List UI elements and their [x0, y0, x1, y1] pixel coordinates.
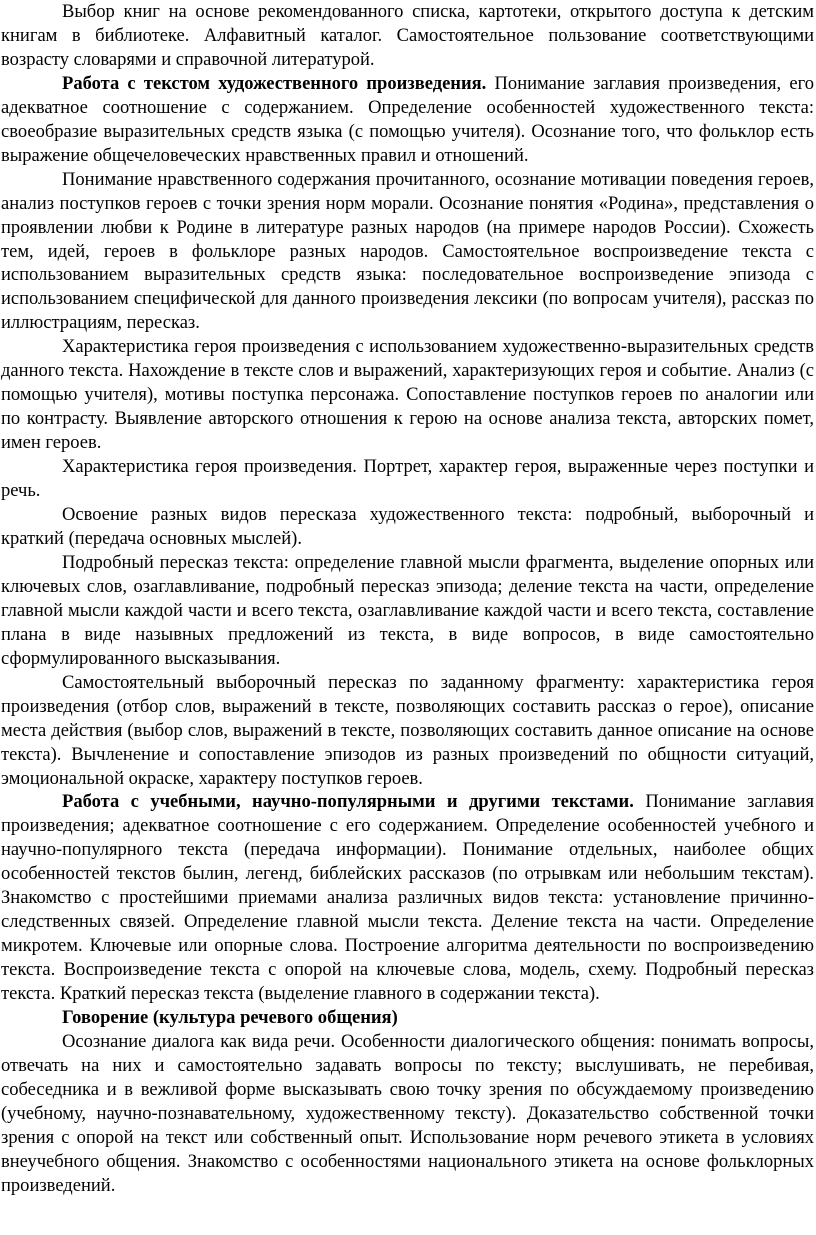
- paragraph-text: Понимание нравственного содержания прочитанного, осознание мотивации поведения героев, анализ поступков героев с точки зрения норм морали. Осознание понятия «Родина», представления о проявлении любви к Родине в литературе разных народов (на примере народов России). Схожесть тем, идей, героев в фольклоре разных народов. Самостоятельное воспроизведение текста с использованием выразительных средств языка: последовательное воспроизведение эпизода с использованием специфической для данного произведения лексики (по вопросам учителя), рассказ по иллюстрациям, пересказ.: [1, 168, 814, 334]
- paragraph-library-catalog: [1, 0, 814, 72]
- paragraph-selective-retelling: [1, 671, 814, 791]
- paragraph-dialogue: [1, 1030, 814, 1198]
- paragraph-text: Понимание заглавия произведения, его адекватное соотношение с содержанием. Определение особенностей художественного текста: своеобразие выразительных средств языка (с помощью учителя). Осознание того, что фольклор есть выражение общечеловеческих нравственных правил и отношений.: [1, 72, 814, 166]
- section-title-artistic-text: Работа с текстом художественного произведения.: [62, 72, 487, 94]
- paragraph-hero-characteristics: [1, 335, 814, 455]
- paragraph-text: Освоение разных видов пересказа художественного текста: подробный, выборочный и краткий (передача основных мыслей).: [1, 504, 814, 549]
- paragraph-detailed-retelling: [1, 551, 814, 671]
- paragraph-retelling-types: [1, 503, 814, 551]
- section-heading-speaking: [1, 1006, 814, 1030]
- paragraph-text: Характеристика героя произведения с использованием художественно-выразительных средств данного текста. Нахождение в тексте слов и выражений, характеризующих героя и событие. Анализ (с помощью учителя), мотивы поступка персонажа. Сопоставление поступков героев по аналогии или по контрасту. Выявление авторского отношения к герою на основе анализа текста, авторских помет, имен героев.: [1, 336, 814, 454]
- paragraph-artistic-text-work: [1, 72, 814, 168]
- paragraph-text: Понимание заглавия произведения; адекватное соотношение с его содержанием. Определение особенностей учебного и научно-популярного текста (передача информации). Понимание отдельных, наиболее общих особенностей текстов былин, легенд, библейских рассказов (по отрывкам или небольшим текстам). Знакомство с простейшими приемами анализа различных видов текста: установление причинно-следственных связей. Определение главной мысли текста. Деление текста на части. Определение микротем. Ключевые или опорные слова. Построение алгоритма деятельности по воспроизведению текста. Воспроизведение текста с опорой на ключевые слова, модель, схему. Подробный пересказ текста. Краткий пересказ текста (выделение главного в содержании текста).: [1, 791, 814, 1005]
- section-title-educational-texts: Работа с учебными, научно-популярными и другими текстами.: [62, 791, 634, 813]
- paragraph-text: Характеристика героя произведения. Портрет, характер героя, выраженные через поступки и речь.: [1, 456, 814, 502]
- section-title-speaking: Говорение (культура речевого общения): [62, 1007, 398, 1029]
- paragraph-hero-portrait: [1, 455, 814, 503]
- paragraph-text: Выбор книг на основе рекомендованного списка, картотеки, открытого доступа к детским книгам в библиотеке. Алфавитный каталог. Самостоятельное пользование соответствующими возрасту словарями и справочной литературой.: [1, 1, 814, 70]
- paragraph-moral-content: [1, 168, 814, 336]
- paragraph-educational-texts: [1, 790, 814, 1006]
- paragraph-text: Подробный пересказ текста: определение главной мысли фрагмента, выделение опорных или ключевых слов, озаглавливание, подробный пересказ эпизода; деление текста на части, определение главной мысли каждой части и всего текста, озаглавливание каждой части и всего текста, составление плана в виде назывных предложений из текста, в виде вопросов, в виде самостоятельно сформулированного высказывания.: [1, 551, 814, 669]
- paragraph-text: Самостоятельный выборочный пересказ по заданному фрагменту: характеристика героя произведения (отбор слов, выражений в тексте, позволяющих составить рассказ о герое), описание места действия (выбор слов, выражений в тексте, позволяющих составить данное описание на основе текста). Вычленение и сопоставление эпизодов из разных произведений по общности ситуаций, эмоциональной окраске, характеру поступков героев.: [1, 671, 814, 789]
- paragraph-text: Осознание диалога как вида речи. Особенности диалогического общения: понимать вопросы, отвечать на них и самостоятельно задавать вопросы по тексту; выслушивать, не перебивая, собеседника и в вежливой форме высказывать свою точку зрения по обсуждаемому произведению (учебному, научно-познавательному, художественному тексту). Доказательство собственной точки зрения с опорой на текст или собственный опыт. Использование норм речевого этикета в условиях внеучебного общения. Знакомство с особенностями национального этикета на основе фольклорных произведений.: [1, 1030, 814, 1196]
